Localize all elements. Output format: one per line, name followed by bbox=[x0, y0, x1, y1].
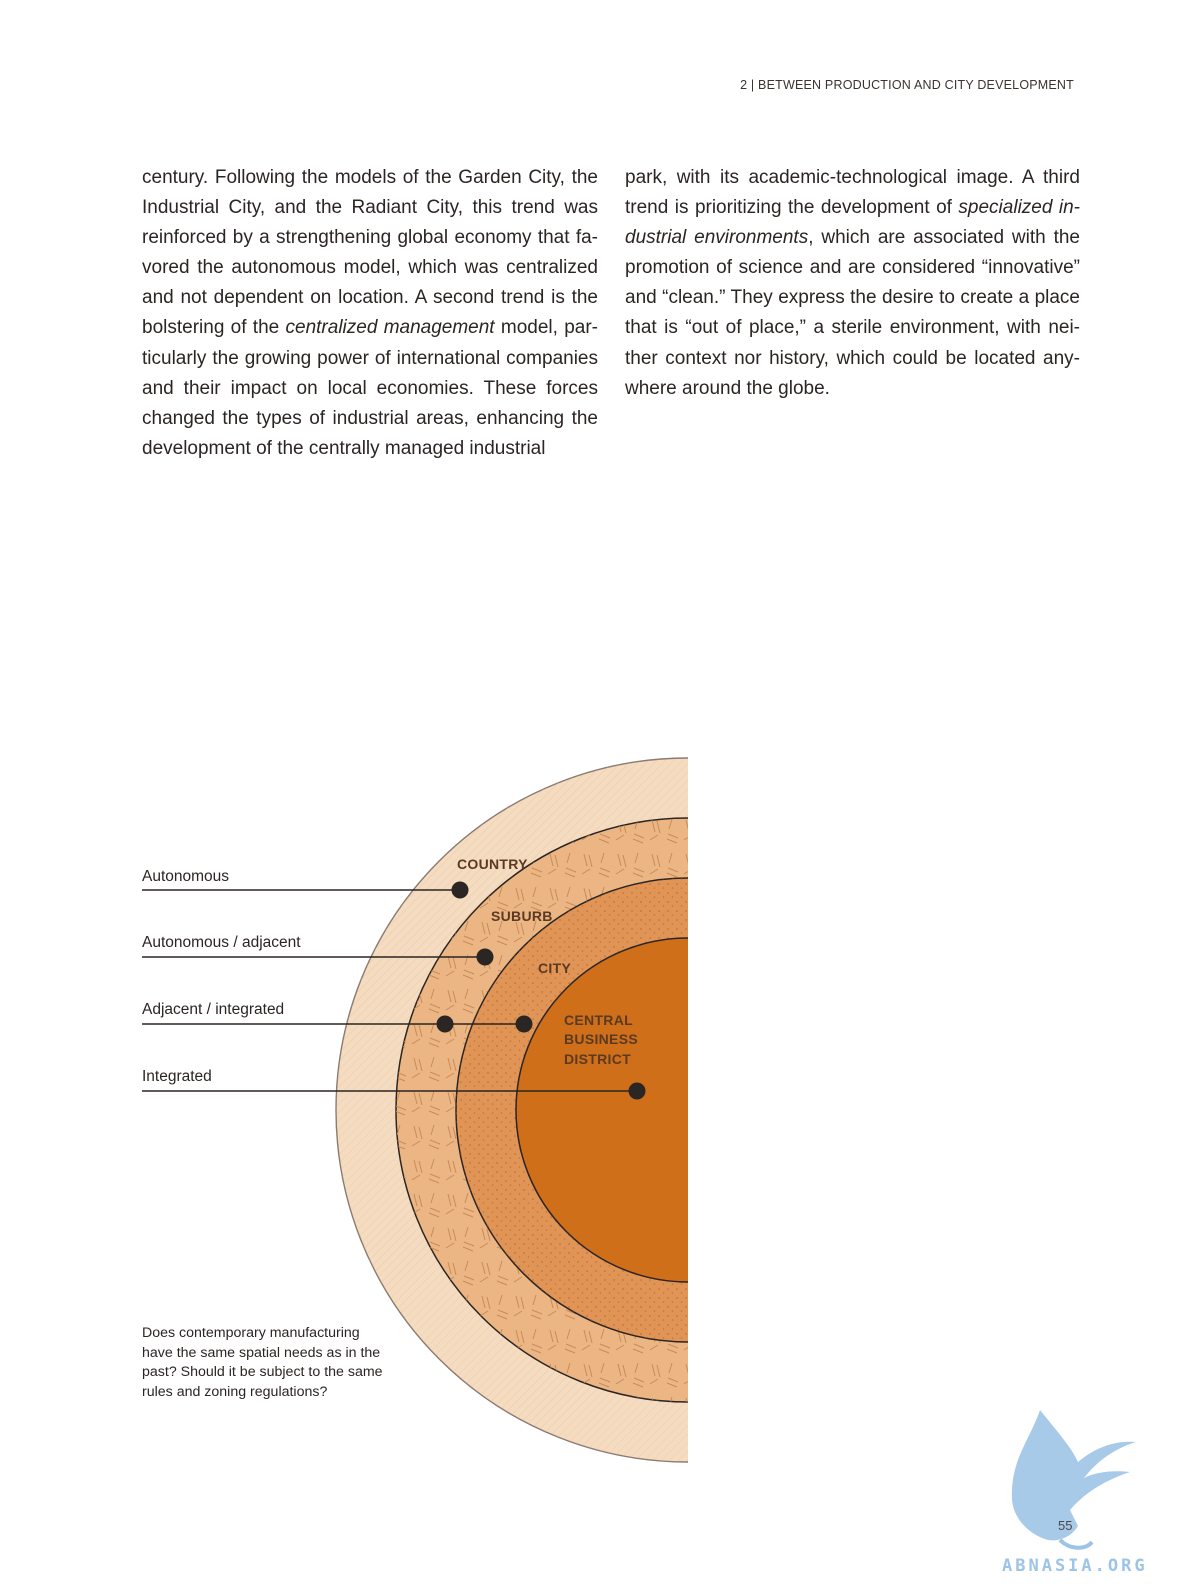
legend-label: Integrated bbox=[142, 1068, 212, 1085]
ring-label-city: CITY bbox=[538, 960, 572, 976]
body-text: park, with its academic-technological image. A third trend is prioritizing the development of bbox=[625, 167, 1080, 219]
marker-dot bbox=[629, 1083, 646, 1100]
figure-caption: Does contemporary manufacturing have the same spatial needs as in the past? Should it be subject to the same rules and zoning regulations? bbox=[142, 1325, 383, 1400]
ring-label-cbd-1: CENTRAL bbox=[564, 1012, 633, 1028]
running-header: 2 | BETWEEN PRODUCTION AND CITY DEVELOPMENT bbox=[740, 78, 1074, 92]
body-text: , which are associated with the promotion of science and are considered “innovative” and “clean.” They express the desire to create a place that is “out of place,” a sterile environment, with neither context nor history, which could be located anywhere around the globe. bbox=[625, 227, 1080, 399]
griffin-watermark-icon bbox=[1000, 1400, 1150, 1560]
legend-label: Autonomous bbox=[142, 868, 230, 885]
ring-label-suburb: SUBURB bbox=[491, 908, 553, 924]
legend-label: Adjacent / integrated bbox=[142, 1001, 285, 1018]
body-text: century. Following the models of the Garden City, the Industrial City, and the Radiant City, this trend was reinforced by a strengthening global economy that favored the autonomous model, which was centralized and not dependent on location. A second trend is the bolstering of the bbox=[142, 167, 598, 339]
body-italic-text: specialized industrial environments bbox=[625, 197, 1080, 249]
page-number: 55 bbox=[1058, 1518, 1073, 1533]
legend-label: Autonomous / adjacent bbox=[142, 934, 301, 951]
ring-label-country: COUNTRY bbox=[457, 856, 528, 872]
ring-label-cbd-2: BUSINESS bbox=[564, 1031, 638, 1047]
body-text: model, particularly the growing power of international companies and their impact on local economies. These forces changed the types of industrial areas, enhancing the development of the centrally managed industrial bbox=[142, 317, 598, 459]
marker-dot bbox=[516, 1016, 533, 1033]
watermark-text: ABNASIA.ORG bbox=[1002, 1556, 1148, 1576]
ring-cbd bbox=[516, 938, 860, 1282]
marker-dot bbox=[452, 882, 469, 899]
ring-label-cbd-3: DISTRICT bbox=[564, 1051, 631, 1067]
marker-dot bbox=[477, 949, 494, 966]
marker-dot bbox=[437, 1016, 454, 1033]
body-italic-text: centralized management bbox=[285, 317, 495, 339]
